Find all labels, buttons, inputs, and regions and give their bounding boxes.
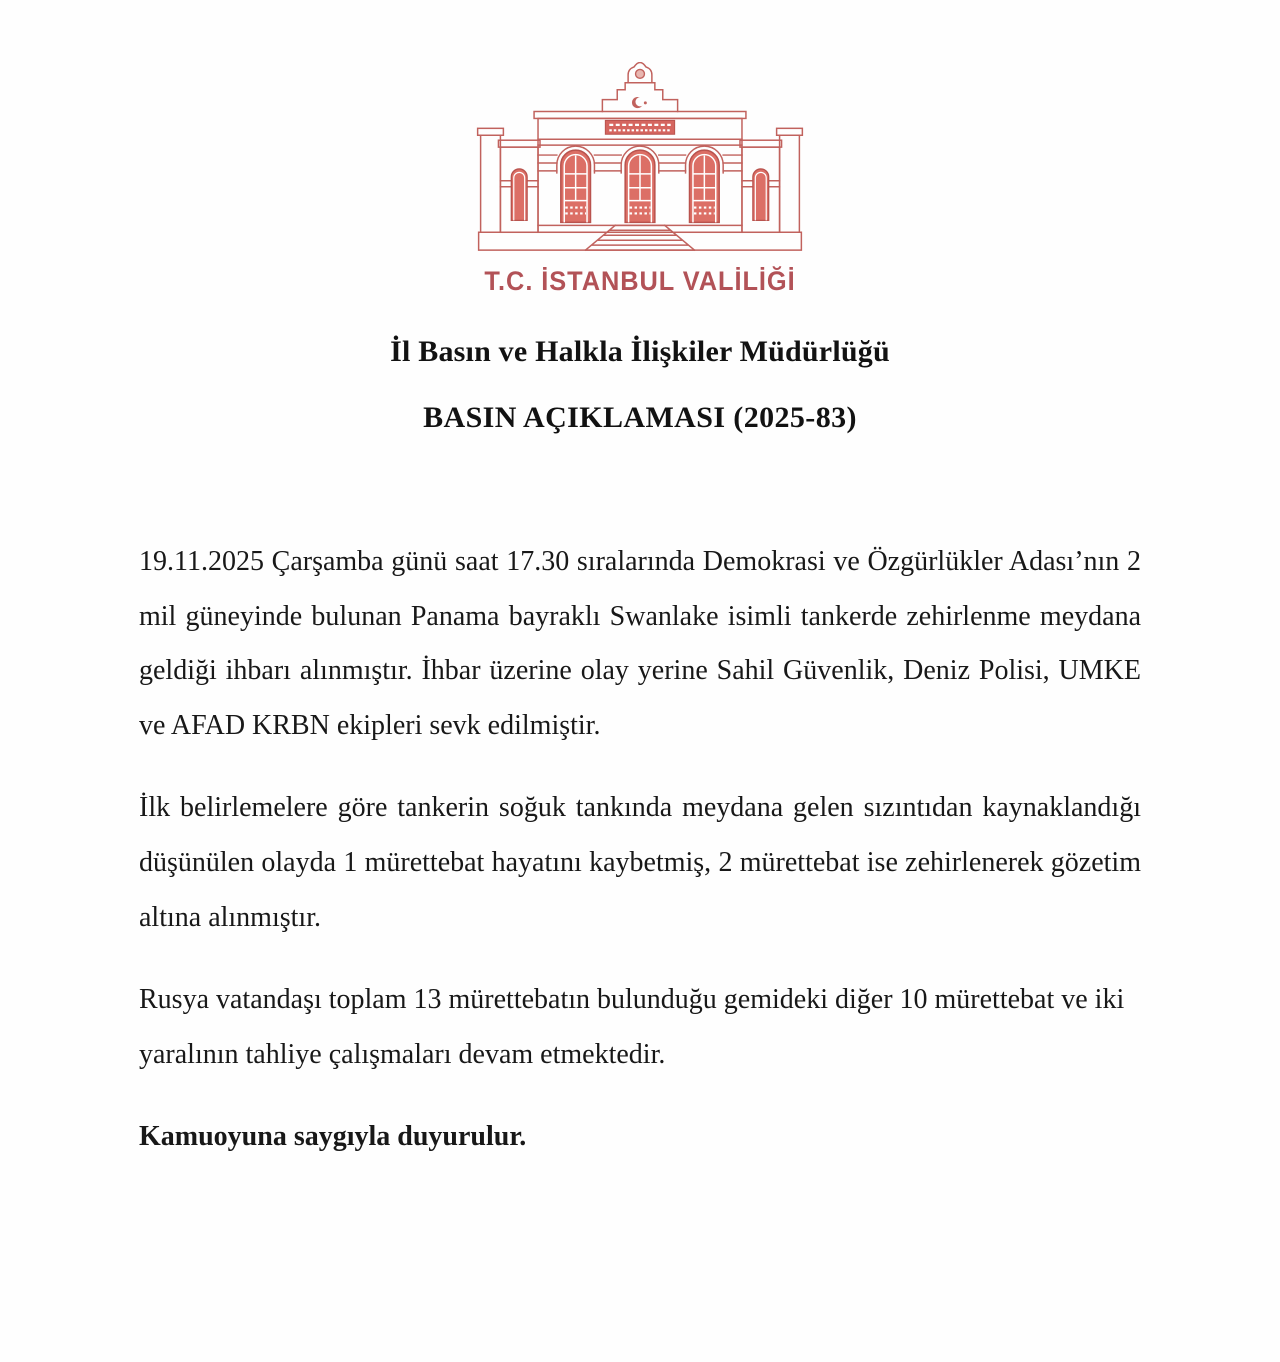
press-release-title: BASIN AÇIKLAMASI (2025-83) xyxy=(423,401,857,434)
crescent-star-icon xyxy=(632,97,647,108)
paragraph-closing: Kamuoyuna saygıyla duyurulur. xyxy=(139,1121,527,1153)
arched-doors xyxy=(561,150,719,222)
paragraph-casualties: İlk belirlemelere göre tankerin soğuk tankında meydana gelen sızıntıdan kaynaklandığı düşünülen olayda 1 mürettebat hayatını kaybetmiş, 2 mürettebat ise zehirlenerek gözetim altına alınmıştır. xyxy=(139,792,1141,933)
logo-caption: T.C. İSTANBUL VALİLİĞİ xyxy=(484,266,796,296)
government-building-icon xyxy=(464,62,816,260)
cupola-medallion xyxy=(636,69,645,78)
frieze-band xyxy=(605,120,674,134)
document-headings xyxy=(0,335,1280,435)
press-release-body xyxy=(139,535,1141,1165)
paragraph-incident-report: 19.11.2025 Çarşamba günü saat 17.30 sıralarında Demokrasi ve Özgürlükler Adası’nın 2 mil güneyinde bulunan Panama bayraklı Swanlake isimli tankerde zehirlenme meydana geldiği ihbarı alınmıştır. İhbar üzerine olay yerine Sahil Güvenlik, Deniz Polisi, UMKE ve AFAD KRBN ekipleri sevk edilmiştir. xyxy=(139,546,1141,741)
agency-logo xyxy=(0,0,1280,297)
department-title: İl Basın ve Halkla İlişkiler Müdürlüğü xyxy=(390,335,890,368)
paragraph-evacuation: Rusya vatandaşı toplam 13 mürettebatın bulunduğu gemideki diğer 10 mürettebat ve iki yaralının tahliye çalışmaları devam etmektedir. xyxy=(139,984,1125,1070)
